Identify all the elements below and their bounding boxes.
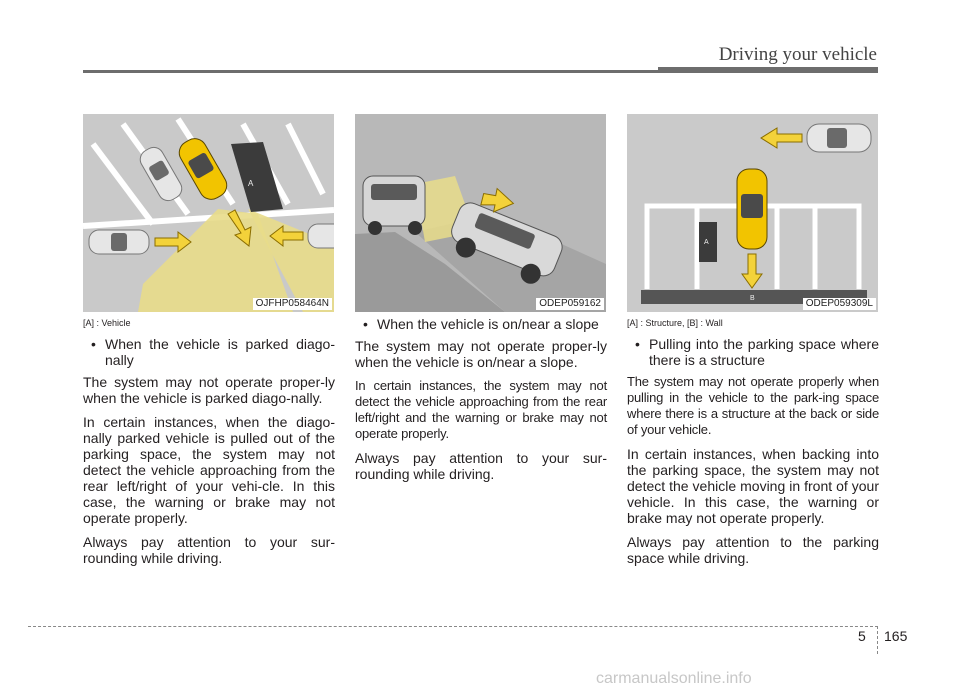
- body-paragraph: Always pay attention to your sur-rounding while driving.: [83, 534, 335, 566]
- figure-code: ODEP059309L: [803, 298, 876, 310]
- figure-slope: [355, 114, 606, 312]
- header-rule-tab: [658, 67, 878, 73]
- left-car-icon: [89, 230, 149, 254]
- body-paragraph: The system may not operate proper-ly when the vehicle is parked diago-nally.: [83, 374, 335, 406]
- column-structure: [627, 316, 879, 574]
- right-car-icon: [308, 224, 334, 248]
- watermark: carmanualsonline.info: [596, 670, 752, 687]
- figure-diagonal-parking: [83, 114, 334, 312]
- body-paragraph: The system may not operate properly when pulling in the vehicle to the park-ing space where there is a structure at the back or side of your vehicle.: [627, 374, 879, 437]
- bullet-heading: • When the vehicle is on/near a slope: [355, 316, 607, 332]
- diagonal-parking-illustration: [83, 114, 334, 312]
- structure-parking-illustration: [627, 114, 878, 312]
- structure-label-a: A: [248, 179, 254, 188]
- figure-caption: [A] : Structure, [B] : Wall: [627, 318, 723, 328]
- figure-structure-parking: [627, 114, 878, 312]
- parked-suv-icon: [363, 176, 425, 235]
- body-paragraph: Always pay attention to your sur-rounding while driving.: [355, 450, 607, 482]
- chapter-number: 5: [858, 628, 866, 644]
- column-slope: [355, 316, 607, 490]
- header-title: Driving your vehicle: [718, 44, 877, 65]
- body-paragraph: Always pay attention to the parking space while driving.: [627, 534, 879, 566]
- footer-rule: [28, 626, 878, 627]
- passing-car-icon: [807, 124, 871, 152]
- figure-code: OJFHP058464N: [253, 298, 332, 310]
- body-paragraph: In certain instances, when the diago-nally parked vehicle is pulled out of the parking space, the system may not detect the vehicle approaching from the rear left/right of your vehi-cle. In this case, the warning or brake may not operate properly.: [83, 414, 335, 526]
- body-paragraph: The system may not operate proper-ly when the vehicle is on/near a slope.: [355, 338, 607, 370]
- structure-label-a: A: [704, 239, 709, 246]
- parking-car-icon: [737, 169, 767, 249]
- page-number: 165: [884, 628, 908, 644]
- page-divider: [877, 626, 878, 654]
- body-paragraph: In certain instances, when backing into the parking space, the system may not detect the vehicle moving in front of your vehicle. In this case, the warning or brake may not operate properly.: [627, 446, 879, 526]
- body-paragraph: In certain instances, the system may not detect the vehicle approaching from the rear left/right and the warning or brake may not operate properly.: [355, 378, 607, 441]
- figure-caption: [A] : Vehicle: [83, 318, 131, 328]
- bullet-heading: • When the vehicle is parked diago-nally: [83, 336, 335, 368]
- column-diagonal: [83, 316, 335, 574]
- wall-label-b: B: [750, 295, 755, 302]
- bullet-heading: • Pulling into the parking space where there is a structure: [627, 336, 879, 368]
- figure-code: ODEP059162: [536, 298, 604, 310]
- slope-illustration: [355, 114, 606, 312]
